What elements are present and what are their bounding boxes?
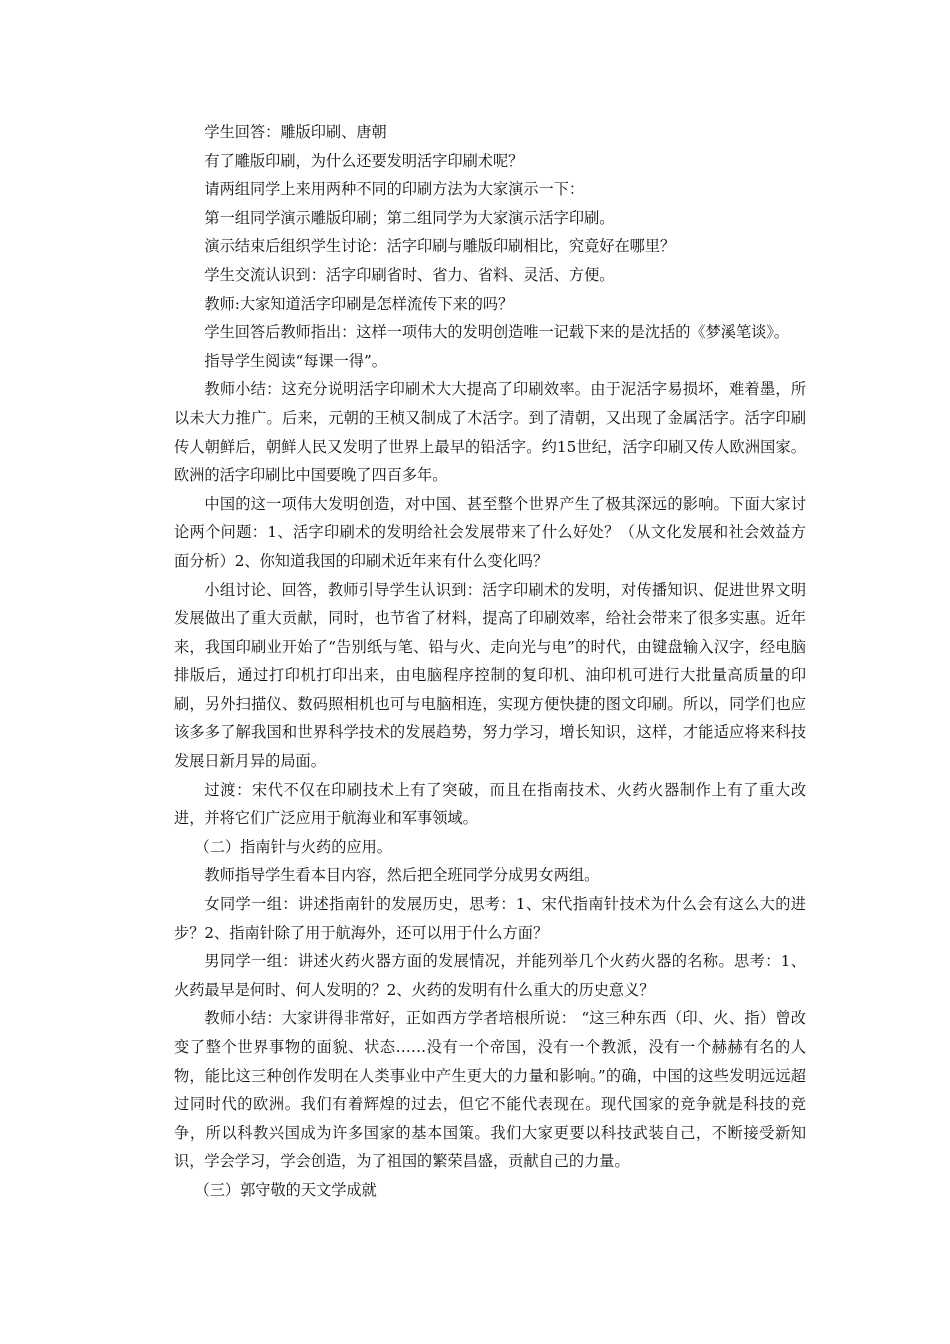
paragraph-teacher-guide: 教师指导学生看本目内容，然后把全班同学分成男女两组。: [204, 866, 600, 885]
paragraph-transition: 过渡：宋代不仅在印刷技术上有了突破，而且在指南技术、火药火器制作上有了重大改进，并将它们广泛应用于航海业和军事领域。: [174, 780, 806, 828]
paragraph-girls-group: 女同学一组：讲述指南针的发展历史，思考：1、宋代指南针技术为什么会有这么大的进步？2、指南针除了用于航海外，还可以用于什么方面？: [174, 895, 806, 942]
paragraph-teacher-question: 教师:大家知道活字印刷是怎样流传下来的吗？: [204, 294, 514, 313]
paragraph-student-insight: 学生交流认识到：活字印刷省时、省力、省料、灵活、方便。: [204, 265, 615, 284]
paragraph-group-discussion: 小组讨论、回答，教师引导学生认识到：活字印刷术的发明，对传播知识、促进世界文明发展做出了重大贡献，同时，也节省了材料，提高了印刷效率，给社会带来了很多实惠。近年来，我国印刷业开始了“告别纸与笔、铅与火、走向光与电”的时代，由键盘输入汉字，经电脑排版后，通过打印机打印出来，由电脑程序控制的复印机、油印机可进行大批量高质量的印刷，另外扫描仪、数码照相机也可与电脑相连，实现方便快捷的图文印刷。所以，同学们也应该多多了解我国和世界科学技术的发展趋势，努力学习，增长知识，这样，才能适应将来科技发展日新月异的局面。: [174, 580, 806, 771]
paragraph-student-answer: 学生回答：雕版印刷、唐朝: [204, 123, 387, 141]
paragraph-group-demo: 第一组同学演示雕版印刷；第二组同学为大家演示活字印刷。: [204, 208, 615, 227]
paragraph-reading-guide: 指导学生阅读“每课一得”。: [204, 351, 387, 370]
paragraph-question-movable-type: 有了雕版印刷，为什么还要发明活字印刷术呢？: [204, 151, 524, 170]
paragraph-teacher-summary-2: 教师小结：大家讲得非常好，正如西方学者培根所说： “这三种东西（印、火、指）曾改变了整个世界事物的面貌、状态……没有一个帝国，没有一个教派，没有一个赫赫有名的人物，能比这三种创作发明在人类事业中产生更大的力量和影响。”的确，中国的这些发明远远超过同时代的欧洲。我们有着辉煌的过去，但它不能代表现在。现代国家的竞争就是科技的竞争，所以科教兴国成为许多国家的基本国策。我们大家更要以科技武装自己，不断接受新知识，学会学习，学会创造，为了祖国的繁荣昌盛，贡献自己的力量。: [174, 1009, 806, 1171]
paragraph-discussion-questions: 中国的这一项伟大发明创造，对中国、甚至整个世界产生了极其深远的影响。下面大家讨论两个问题：1、活字印刷术的发明给社会发展带来了什么好处？（从文化发展和社会效益方面分析）2、你知道我国的印刷术近年来有什么变化吗？: [174, 494, 806, 570]
document-body: [174, 118, 806, 1205]
paragraph-demo-request: 请两组同学上来用两种不同的印刷方法为大家演示一下：: [204, 180, 585, 199]
paragraph-discussion: 演示结束后组织学生讨论：活字印刷与雕版印刷相比，究竟好在哪里？: [204, 237, 676, 256]
paragraph-teacher-summary-1: 教师小结：这充分说明活字印刷术大大提高了印刷效率。由于泥活字易损坏，难着墨，所以未大力推广。后来，元朝的王桢又制成了木活字。到了清朝，又出现了金属活字。活字印刷传人朝鲜后，朝鲜人民又发明了世界上最早的铅活字。约15世纪，活字印刷又传人欧洲国家。欧洲的活字印刷比中国要晚了四百多年。: [174, 380, 806, 485]
section-heading-compass-gunpowder: （二）指南针与火药的应用。: [194, 837, 392, 856]
paragraph-teacher-points-out: 学生回答后教师指出：这样一项伟大的发明创造唯一记载下来的是沈括的《梦溪笔谈》。: [204, 323, 790, 342]
section-heading-guo-shoujing: （三）郭守敬的天文学成就: [194, 1180, 377, 1199]
paragraph-boys-group: 男同学一组：讲述火药火器方面的发展情况，并能列举几个火药火器的名称。思考：1、火药最早是何时、何人发明的？2、火药的发明有什么重大的历史意义？: [174, 952, 806, 999]
